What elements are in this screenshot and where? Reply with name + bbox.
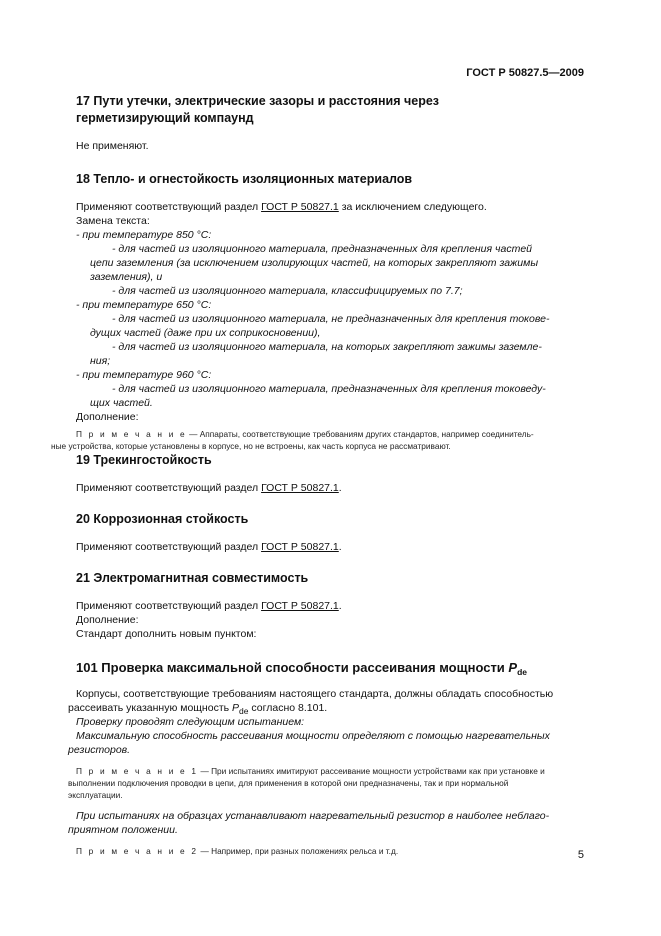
- section-21: [76, 570, 584, 641]
- note-101-1-line2: выполнении подключения проводки в цепи, для применения в которой они предназначены, так и при нормальной: [68, 778, 509, 788]
- section-17-text: Не применяют.: [76, 140, 149, 152]
- ref-gost-50827-1: ГОСТ Р 50827.1: [261, 482, 339, 494]
- ref-gost-50827-1: ГОСТ Р 50827.1: [261, 600, 339, 612]
- temp-650-b-line2: ния;: [90, 355, 111, 367]
- note-1-label: П р и м е ч а н и е 1: [76, 766, 199, 776]
- section-101-p4-line2: приятном положении.: [68, 824, 178, 836]
- temp-650-a-line2: дущих частей (даже при их соприкосновении),: [90, 327, 321, 339]
- section-19: [76, 452, 584, 495]
- section-17-title: 17 Пути утечки, электрические зазоры и расстояния через герметизирующий компаунд: [76, 94, 439, 125]
- temp-850-a-line3: заземления), и: [90, 271, 163, 283]
- section-101: [68, 659, 584, 857]
- section-19-title: 19 Трекингостойкость: [76, 453, 212, 467]
- note-101-1-line3: эксплуатации.: [68, 790, 123, 800]
- section-21-title: 21 Электромагнитная совместимость: [76, 571, 309, 585]
- replace-label: Замена текста:: [76, 215, 150, 227]
- temp-850-a-line2: цепи заземления (за исключением изолирующих частей, на которых закрепляют зажимы: [90, 257, 539, 269]
- section-18-title: 18 Тепло- и огнестойкость изоляционных материалов: [76, 172, 413, 186]
- section-21-addition: Дополнение:: [76, 614, 139, 626]
- section-21-add-point: Стандарт дополнить новым пунктом:: [76, 628, 257, 640]
- section-101-p4-line1: При испытаниях на образцах устанавливают нагревательный резистор в наиболее неблаго-: [76, 810, 550, 822]
- temp-960-item: - при температуре 960 °С:: [76, 369, 212, 381]
- note-18-line2: ные устройства, которые установлены в корпусе, но не встроены, как часть корпуса не рассматривают.: [51, 441, 451, 451]
- note-101-2: П р и м е ч а н и е 2 — Например, при разных положениях рельса и т.д.: [76, 846, 399, 856]
- section-101-p3-line2: резисторов.: [68, 744, 131, 756]
- section-18-intro: Применяют соответствующий раздел ГОСТ Р 50827.1 за исключением следующего.: [76, 201, 487, 213]
- section-20-text: Применяют соответствующий раздел ГОСТ Р 50827.1.: [76, 541, 342, 553]
- temp-650-b-line1: - для частей из изоляционного материала, на которых закрепляют зажимы заземле-: [112, 341, 542, 353]
- section-101-p3-line1: Максимальную способность рассеивания мощности определяют с помощью нагревательных: [76, 730, 550, 742]
- section-101-p1-line1: Корпусы, соответствующие требованиям настоящего стандарта, должны обладать способностью: [76, 688, 554, 700]
- section-20-title: 20 Коррозионная стойкость: [76, 512, 249, 526]
- section-101-title: 101 Проверка максимальной способности рассеивания мощности $P_{de}$: [76, 660, 528, 677]
- addition-label: Дополнение:: [76, 411, 139, 423]
- temp-850-b: - для частей из изоляционного материала, классифицируемых по 7.7;: [112, 285, 463, 297]
- section-101-p1-line2: рассеивать указанную мощность $P_{de}$ согласно 8.101.: [68, 702, 328, 716]
- section-20: [76, 511, 584, 554]
- temp-960-a-line2: щих частей.: [90, 397, 153, 409]
- section-18: [51, 171, 584, 452]
- temp-850-item: - при температуре 850 °С:: [76, 229, 212, 241]
- note-101-1: П р и м е ч а н и е 1 — При испытаниях имитируют рассеивание мощности устройствами как при установке и: [76, 766, 545, 776]
- page-number: 5: [577, 849, 584, 861]
- temp-850-a-line1: - для частей из изоляционного материала, предназначенных для крепления частей: [112, 243, 532, 255]
- temp-650-item: - при температуре 650 °С:: [76, 299, 212, 311]
- temp-960-a-line1: - для частей из изоляционного материала, предназначенных для крепления токоведу-: [112, 383, 546, 395]
- note-label: П р и м е ч а н и е: [76, 429, 187, 439]
- ref-gost-50827-1: ГОСТ Р 50827.1: [261, 201, 339, 213]
- section-101-p2: Проверку проводят следующим испытанием:: [76, 716, 305, 728]
- note-18: П р и м е ч а н и е — Аппараты, соответствующие требованиям других стандартов, например соединитель-: [76, 429, 534, 439]
- ref-gost-50827-1: ГОСТ Р 50827.1: [261, 541, 339, 553]
- section-17: [76, 93, 584, 153]
- document-code: ГОСТ Р 50827.5—2009: [466, 67, 584, 79]
- section-21-text: Применяют соответствующий раздел ГОСТ Р 50827.1.: [76, 600, 342, 612]
- section-19-text: Применяют соответствующий раздел ГОСТ Р 50827.1.: [76, 482, 342, 494]
- note-2-label: П р и м е ч а н и е 2: [76, 846, 199, 856]
- temp-650-a-line1: - для частей из изоляционного материала, не предназначенных для крепления токове-: [112, 313, 550, 325]
